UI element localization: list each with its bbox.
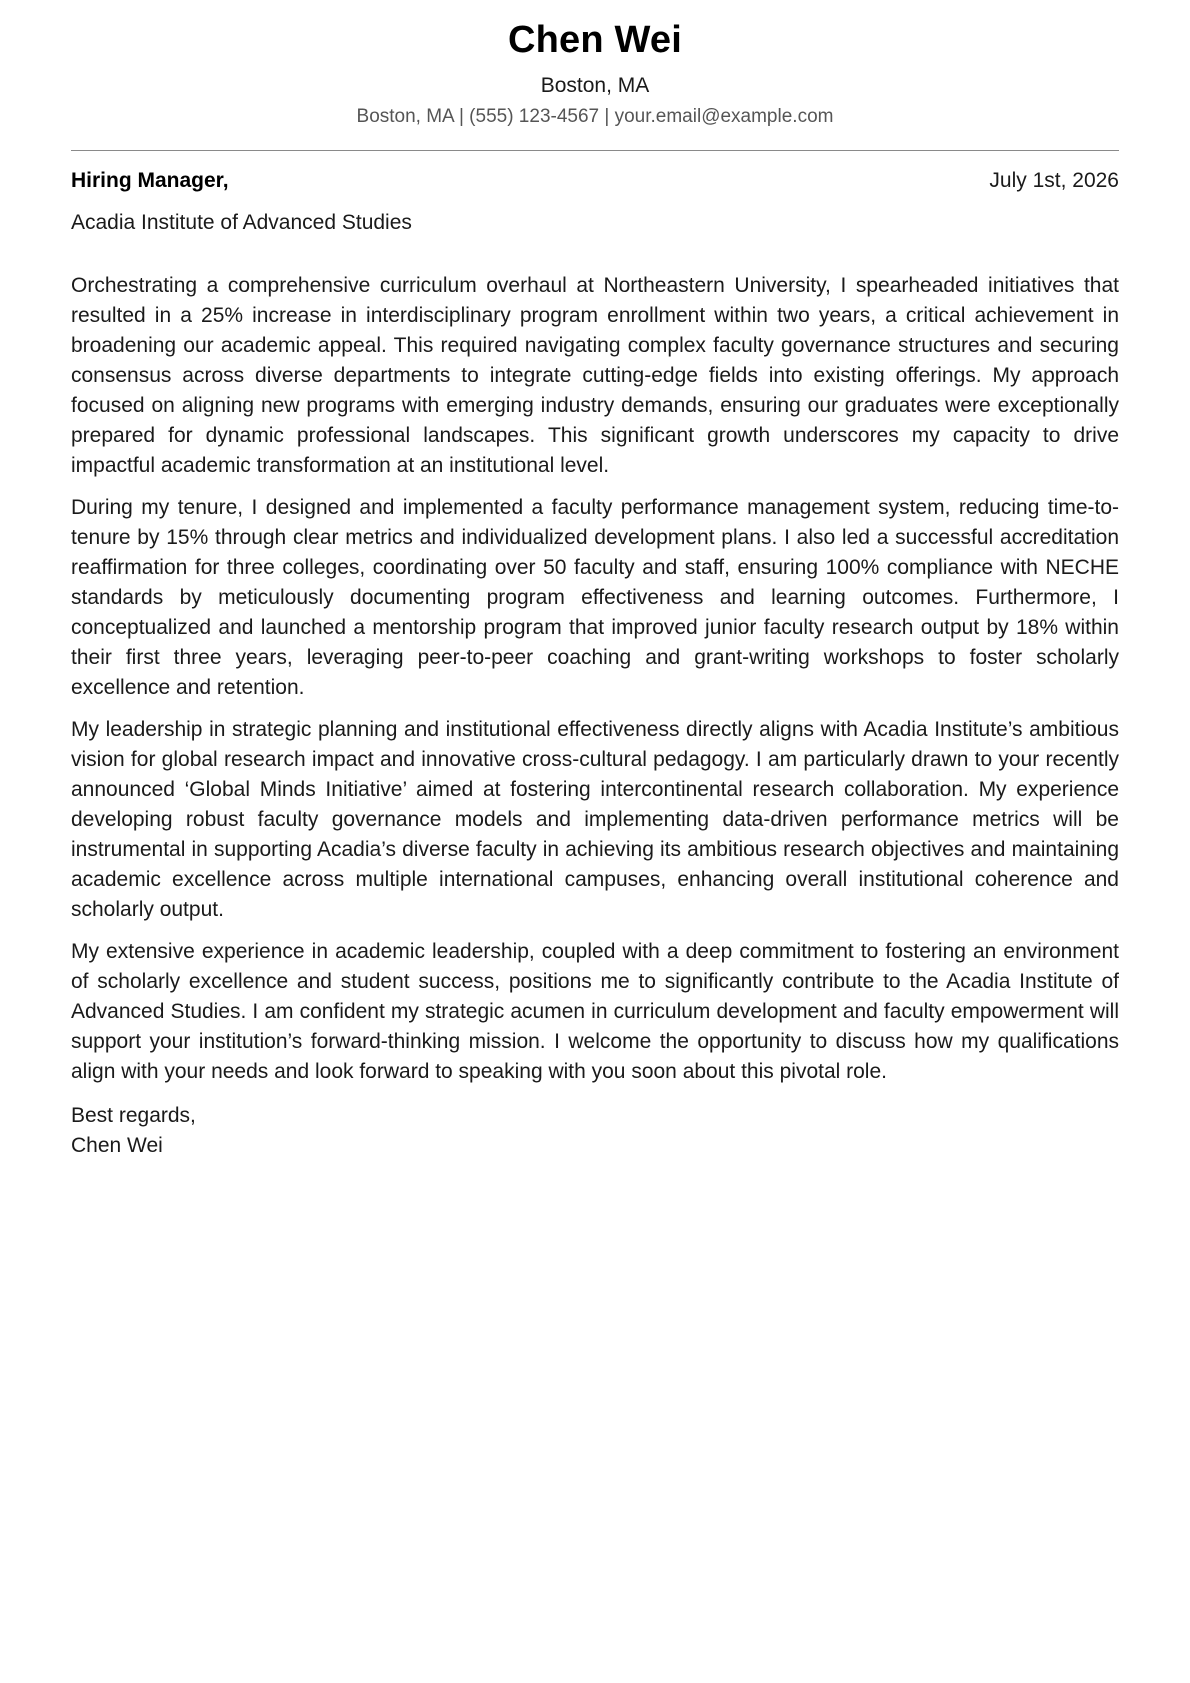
recipient-salutation: Hiring Manager, — [71, 169, 229, 192]
letter-closing — [71, 1101, 1119, 1161]
body-paragraph-2: During my tenure, I designed and implemented a faculty performance management system, reducing time-to-tenure by 15% through clear metrics and individualized development plans. I also led a successful accreditation reaffirmation for three colleges, coordinating over 50 faculty and staff, ensuring 100% compliance with NECHE standards by meticulously documenting program effectiveness and learning outcomes. Furthermore, I conceptualized and launched a mentorship program that improved junior faculty research output by 18% within their first three years, leveraging peer-to-peer coaching and grant-writing workshops to foster scholarly excellence and retention. — [71, 496, 1119, 699]
signature-name: Chen Wei — [71, 1134, 163, 1157]
contact-line: Boston, MA | (555) 123-4567 | your.email@example.com — [356, 106, 834, 127]
body-paragraph-1: Orchestrating a comprehensive curriculum overhaul at Northeastern University, I spearheaded initiatives that resulted in a 25% increase in interdisciplinary program enrollment within two years, a critical achievement in broadening our academic appeal. This required navigating complex faculty governance structures and securing consensus across diverse departments to integrate cutting-edge fields into existing offerings. My approach focused on aligning new programs with emerging industry demands, ensuring our graduates were exceptionally prepared for dynamic professional landscapes. This significant growth underscores my capacity to drive impactful academic transformation at an institutional level. — [71, 274, 1119, 477]
applicant-location: Boston, MA — [540, 74, 650, 97]
letter-date: July 1st, 2026 — [989, 169, 1119, 192]
closing-phrase: Best regards, — [71, 1104, 196, 1127]
header-divider — [71, 150, 1119, 151]
letter-header — [71, 0, 1119, 130]
body-paragraph-3: My leadership in strategic planning and institutional effectiveness directly aligns with Acadia Institute’s ambitious vision for global research impact and innovative cross-cultural pedagogy. I am particularly drawn to your recently announced ‘Global Minds Initiative’ aimed at fostering intercontinental research collaboration. My experience developing robust faculty governance models and implementing data-driven performance metrics will be instrumental in supporting Acadia’s diverse faculty in achieving its ambitious research objectives and maintaining academic excellence across multiple international campuses, enhancing overall institutional coherence and scholarly output. — [71, 718, 1119, 921]
applicant-name: Chen Wei — [507, 19, 683, 61]
letter-body — [71, 271, 1119, 1087]
recipient-date-row — [71, 167, 1119, 195]
body-paragraph-4: My extensive experience in academic leadership, coupled with a deep commitment to fostering an environment of scholarly excellence and student success, positions me to significantly contribute to the Acadia Institute of Advanced Studies. I am confident my strategic acumen in curriculum development and faculty empowerment will support your institution’s forward-thinking mission. I welcome the opportunity to discuss how my qualifications align with your needs and look forward to speaking with you soon about this pivotal role. — [71, 940, 1119, 1083]
recipient-organization: Acadia Institute of Advanced Studies — [71, 211, 412, 234]
